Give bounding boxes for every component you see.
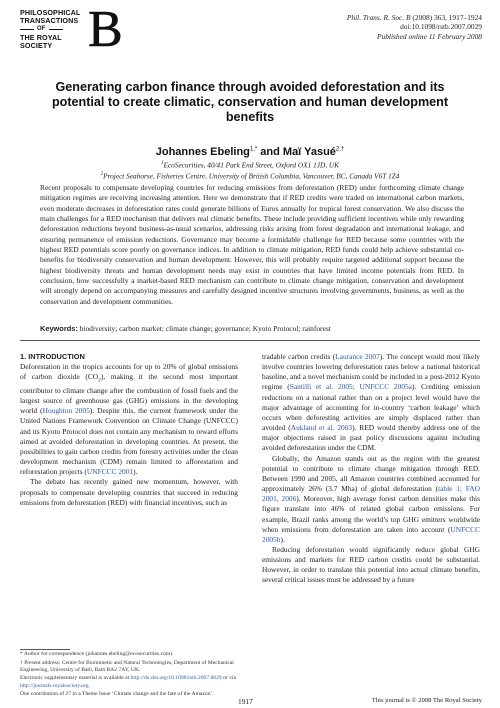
intro-paragraph-1 [20,362,238,477]
text-run: tradable carbon credits ( [262,352,336,361]
logo-rule-right [49,29,63,30]
citation-published: Published online 11 February 2008 [377,31,482,41]
logo-line-1: PHILOSOPHICAL [20,8,81,17]
text-run: Electronic supplementary material is available at [20,675,131,682]
intro-paragraph-2: The debate has recently gained new momentum, however, with proposals to compensate developing countries that succeed in reducing emissions from deforestation (RED) with financial incentives, such as [20,477,238,507]
logo-line-3: OF [37,26,46,33]
citation-link[interactable]: Santilli et al. 2005; UNFCCC 2005a [289,382,412,392]
abstract: Recent proposals to compensate developing countries for reducing emissions from deforestation (RED) under forthcoming climate change mitigation regimes are receiving increasing attention. Here we demonstrate that if RED credits were traded on international carbon markets, even moderate decreases in deforestation rates could generate billions of Euros annually for tropical forest conservation. We also discuss the main challenges for a RED mechanism that delivers real climatic benefits. These include providing sufficient incentives while only rewarding deforestation reductions beyond business-as-usual scenarios, addressing risks arising from forest degradation and international leakage, and ensuring permanence of emission reductions. Governance may become a formidable challenge for RED because some countries with the highest RED potentials score poorly on governance indices. In addition to climate mitigation, RED funds could help achieve substantial co-benefits for biodiversity conservation and human development. However, this will probably require targeted additional support because the highest biodiversity threats and human development needs may exist in countries that have limited income potentials from RED. In conclusion, how successfully a market-based RED mechanism can contribute to climate change mitigation, conservation and development will strongly depend on accompanying measures and carefully designed incentive structures involving governments, business, as well as the conservation and development communities. [40,183,464,306]
citation-volume: (2008) 363, 1917–1924 [412,13,482,22]
text-run: . [88,682,90,689]
page-number: 1917 [238,697,253,706]
keywords-label: Keywords: [40,324,78,333]
left-column [20,352,238,508]
logo-letter-b: B [88,1,123,58]
journals-link[interactable]: http://journals.royalsociety.org [20,682,89,689]
citation-line [347,13,482,22]
text-run: ). [280,534,285,544]
citation-link[interactable]: Houghton 2005 [42,406,90,416]
logo-line-5: SOCIETY [20,40,53,50]
footnote-address: † Present address: Centre for Biomimetic and Natural Technologies, Department of Mechanical Engineering, University of Bath, Bath BA2 7AY, UK. [20,659,234,673]
text-run: ). [133,467,138,477]
footnotes [20,651,240,700]
text-run: Globally, the Amazon stands out as the region with the greatest potential to contribute to climate change mitigation through RED. Between 1990 and 2005, all Amazon countries combined accounted for approximately 26% (3.7 Mha) of global deforestation ( [262,453,480,494]
article-title: Generating carbon finance through avoided deforestation and its potential to create climatic, conservation and human development benefits [51,80,449,124]
text-run: or via [221,675,236,682]
right-paragraph-1 [262,352,480,454]
affiliation-1: $^1$EcoSecurities, 40/41 Park End Street, Oxford OX1 1JD, UK [160,160,340,170]
affiliation-2: $^2$Project Seahorse, Fisheries Centre, University of British Columbia, Vancouver, BC, Canada V6T 1Z4 [100,171,400,181]
logo-rule-left [20,29,34,30]
footnote-rule [20,649,70,650]
footnote-theme-issue: One contribution of 27 to a Theme Issue ‘Climate change and the fate of the Amazon’. [20,691,214,698]
section-divider [20,340,480,341]
text-run: Deforestation in the tropics accounts for up to 20% of global emissions of carbon dioxide (CO [20,362,238,382]
logo-line-4: THE ROYAL [20,32,62,42]
citation-link[interactable]: table 1; FAO 2001, 2006 [262,484,480,504]
text-run: ). Crediting emission reductions on a national rather than on a project level would have the major advantage of accounting for in-country ‘carbon leakage’ which occurs when deforesting activities are simply displaced rather than avoided ( [262,382,481,433]
text-run: ). Despite this, the current framework under the United Nations Framework Convention on Climate Change (UNFCCC) and its Kyoto Protocol does not contain any mechanism to reward efforts aimed at avoided deforestation in developing countries. At present, the possibilities to gain carbon credits from forestry activities under the clean development mechanism (CDM) remain limited to afforestation and reforestation projects ( [20,406,238,477]
keywords [40,324,464,334]
keywords-text: biodiversity; carbon market; climate change; governance; Kyoto Protocol; rainforest [79,324,331,333]
subscript: 2 [98,377,101,384]
text-run: ). The concept would most likely involve countries lowering deforestation rates below a national historical baseline, and a novel mechanism could be included in a post-2012 Kyoto regime ( [262,352,480,392]
right-paragraph-3: Reducing deforestation would significantly reduce global GHG emissions and markets for RED carbon credits could be substantial. However, in order to translate this potential into actual climate benefits, several critical issues must be addressed by a future [262,544,480,585]
citation-link[interactable]: UNFCCC 2001 [86,467,134,477]
text-run: ). Moreover, high average forest carbon densities make this figure translate into 46% of related global carbon emissions. For example, Brazil ranks among the world’s top GHG emitters worldwide when emissions from deforestation are taken into account ( [262,494,480,534]
logo-line-2: TRANSACTIONS [20,16,79,26]
copyright-notice: This journal is © 2008 The Royal Society [371,697,482,704]
citation-doi: doi:10.1098/rstb.2007.0029 [400,22,482,32]
supplementary-link[interactable]: http://dx.doi.org/10.1098/rstb.2007.0029 [130,675,222,682]
authors: Johannes Ebeling$^{1,*}$ and Maï Yasué$^{2,\dagger}$ [155,146,345,158]
citation-journal: Phil. Trans. R. Soc. B [346,13,411,22]
footnote-author: * Author for correspondence (johannes.ebeling@ecosecurities.com). [20,651,174,657]
affiliations [40,159,460,181]
citation-link[interactable]: Aukland et al. 2003 [290,423,353,433]
citation-block [347,13,482,41]
footnote-supplementary [20,675,240,689]
right-column [262,352,480,586]
section-heading: 1. INTRODUCTION [20,352,85,361]
text-run: ), making it the second most important contributor to climate change after the combustion of fossil fuels and the largest source of greenhouse gas (GHG) emissions in the developing world ( [20,372,238,416]
citation-link[interactable]: Laurance 2007 [335,352,380,361]
text-run: ). RED would thereby address one of the major objections raised in past policy discussions against including avoided deforestation under the CDM. [262,423,480,453]
right-paragraph-2 [262,454,480,545]
citation-link[interactable]: UNFCCC 2005b [262,524,480,544]
